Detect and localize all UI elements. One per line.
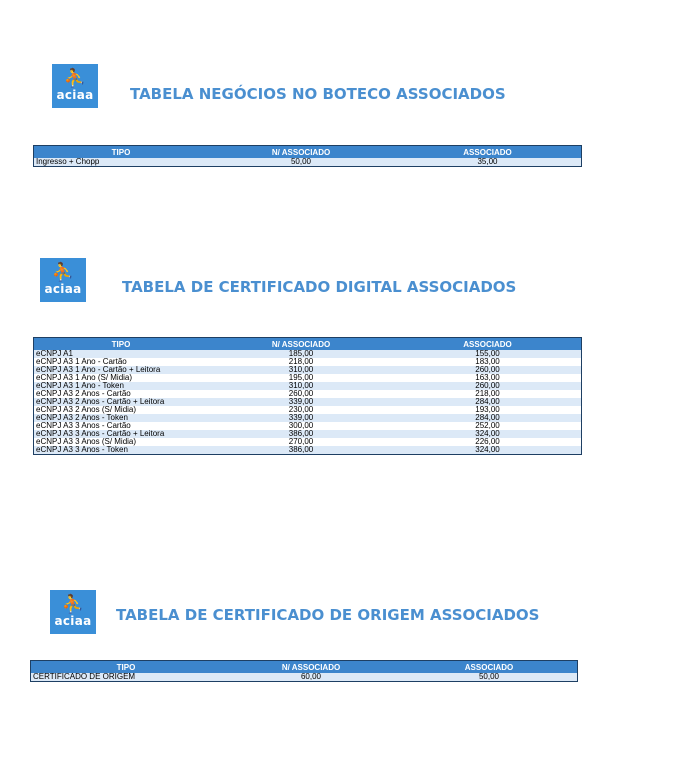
section-title-certificado-origem: TABELA DE CERTIFICADO DE ORIGEM ASSOCIADOS: [116, 606, 540, 624]
cell-tipo: eCNPJ A3 1 Ano - Token: [34, 382, 209, 390]
cell-associado: 260,00: [394, 382, 582, 390]
cell-associado: 50,00: [401, 673, 578, 682]
athlete-icon: ⛹: [61, 594, 85, 615]
aciaa-logo: [52, 64, 98, 108]
section-title-boteco: TABELA NEGÓCIOS NO BOTECO ASSOCIADOS: [130, 85, 506, 103]
cell-tipo: CERTIFICADO DE ORIGEM: [31, 673, 222, 682]
cell-tipo: eCNPJ A3 2 Anos - Cartão: [36, 389, 131, 398]
cell-nao-associado: 386,00: [208, 446, 394, 455]
cell-associado: 284,00: [394, 398, 582, 406]
cell-associado: 324,00: [394, 430, 582, 438]
section-title-certificado-digital: TABELA DE CERTIFICADO DIGITAL ASSOCIADOS: [122, 278, 517, 296]
certificado-origem-price-table: [30, 660, 578, 682]
cell-associado: 155,00: [394, 350, 582, 358]
cell-associado: 324,00: [394, 446, 582, 455]
column-header-tipo: TIPO: [34, 146, 209, 159]
cell-tipo: eCNPJ A3 2 Anos (S/ Midia): [36, 405, 137, 414]
cell-associado: 226,00: [475, 437, 500, 446]
cell-tipo: eCNPJ A3 3 Anos - Cartão: [36, 421, 131, 430]
column-header-nao-associado: N/ ASSOCIADO: [208, 146, 394, 159]
cell-nao-associado: 195,00: [288, 373, 314, 382]
logo-brand-text: aciaa: [54, 614, 92, 628]
cell-associado: 163,00: [475, 373, 500, 382]
cell-tipo: eCNPJ A3 1 Ano - Cartão + Leitora: [34, 366, 209, 374]
cell-associado: 35,00: [394, 158, 582, 167]
cell-tipo: eCNPJ A3 3 Anos - Cartão + Leitora: [34, 430, 209, 438]
cell-tipo: eCNPJ A1: [34, 350, 209, 358]
logo-brand-text: aciaa: [56, 88, 94, 102]
column-header-associado: ASSOCIADO: [394, 146, 582, 159]
column-header-associado: ASSOCIADO: [401, 661, 578, 674]
cell-associado: 260,00: [394, 366, 582, 374]
cell-nao-associado: 310,00: [208, 382, 394, 390]
cell-nao-associado: 260,00: [288, 389, 314, 398]
aciaa-logo: [50, 590, 96, 634]
cell-tipo: eCNPJ A3 1 Ano (S/ Midia): [36, 373, 133, 382]
table-row: [34, 446, 582, 455]
cell-associado: 183,00: [475, 357, 500, 366]
cell-nao-associado: 185,00: [208, 350, 394, 358]
column-header-associado: ASSOCIADO: [394, 338, 582, 351]
cell-tipo: eCNPJ A3 1 Ano - Cartão: [36, 357, 127, 366]
table-row: [34, 158, 582, 167]
cell-nao-associado: 310,00: [208, 366, 394, 374]
cell-associado: 193,00: [475, 405, 500, 414]
column-header-nao-associado: N/ ASSOCIADO: [208, 338, 394, 351]
cell-nao-associado: 339,00: [208, 398, 394, 406]
cell-associado: 284,00: [394, 414, 582, 422]
cell-tipo: Ingresso + Chopp: [34, 158, 209, 167]
cell-nao-associado: 386,00: [208, 430, 394, 438]
cell-nao-associado: 339,00: [208, 414, 394, 422]
cell-nao-associado: 300,00: [288, 421, 314, 430]
athlete-icon: ⛹: [63, 68, 87, 89]
column-header-tipo: TIPO: [31, 661, 222, 674]
column-header-tipo: TIPO: [34, 338, 209, 351]
cell-nao-associado: 270,00: [288, 437, 314, 446]
cell-nao-associado: 50,00: [208, 158, 394, 167]
athlete-icon: ⛹: [51, 262, 75, 283]
cell-tipo: eCNPJ A3 3 Anos (S/ Midia): [36, 437, 137, 446]
cell-tipo: eCNPJ A3 2 Anos - Token: [34, 414, 209, 422]
cell-nao-associado: 218,00: [288, 357, 314, 366]
cell-tipo: eCNPJ A3 3 Anos - Token: [34, 446, 209, 455]
cell-tipo: eCNPJ A3 2 Anos - Cartão + Leitora: [34, 398, 209, 406]
cell-nao-associado: 230,00: [288, 405, 314, 414]
cell-associado: 252,00: [475, 421, 500, 430]
boteco-price-table: [33, 145, 582, 167]
table-row: [31, 673, 578, 682]
logo-brand-text: aciaa: [44, 282, 82, 296]
certificado-digital-price-table: [33, 337, 582, 455]
aciaa-logo: [40, 258, 86, 302]
cell-associado: 218,00: [475, 389, 500, 398]
column-header-nao-associado: N/ ASSOCIADO: [221, 661, 401, 674]
cell-nao-associado: 60,00: [221, 673, 401, 682]
